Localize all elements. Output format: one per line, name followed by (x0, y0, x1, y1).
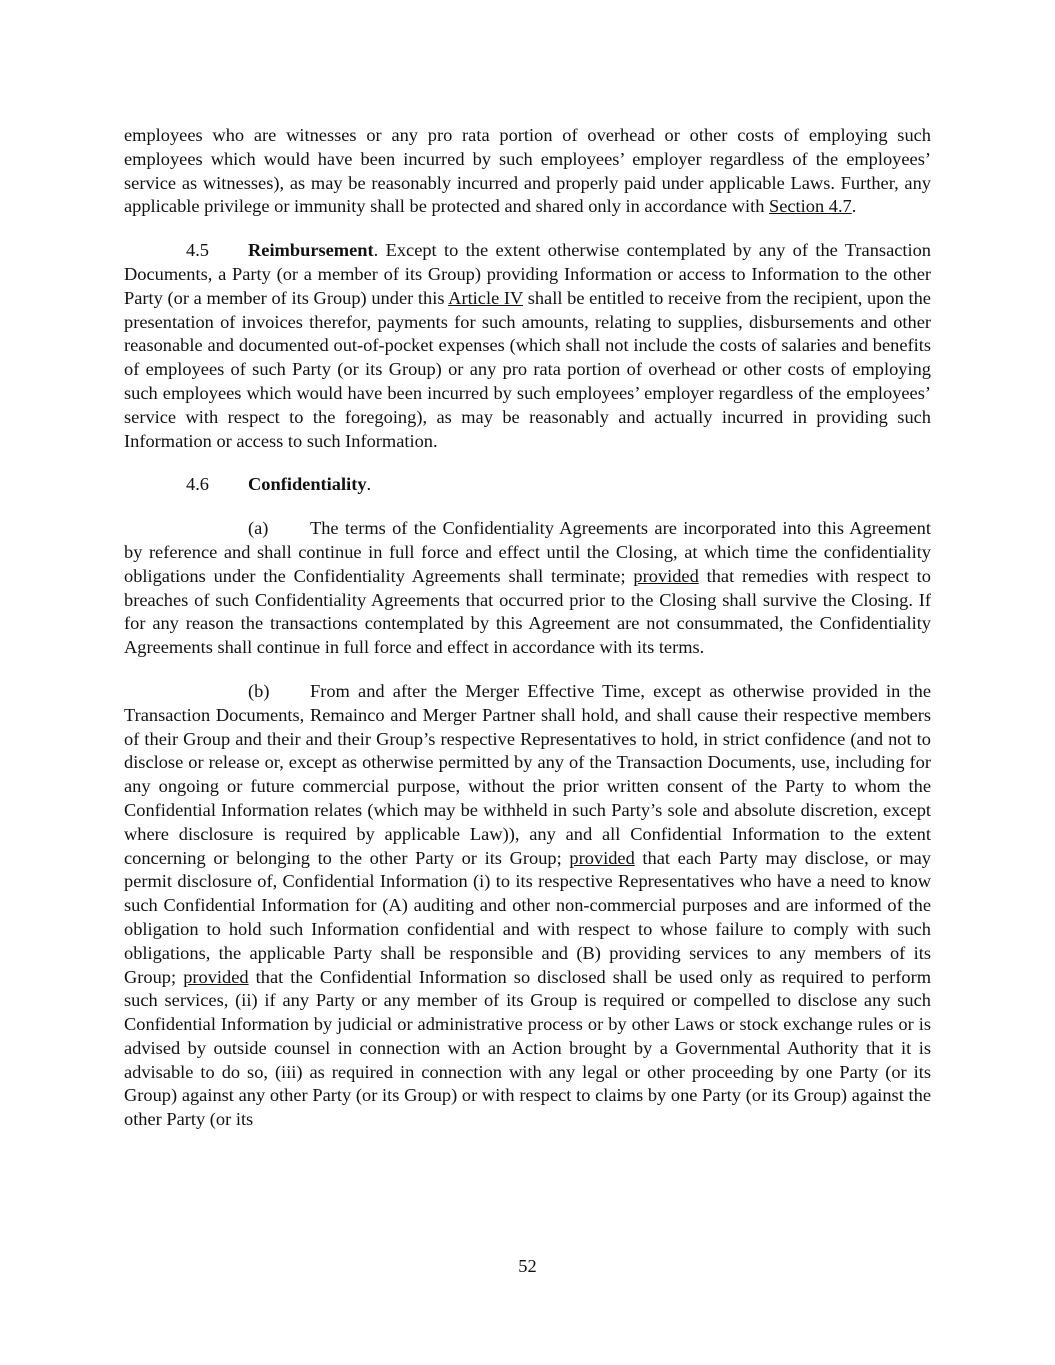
section-4-5: 4.5 Reimbursement. Except to the extent otherwise contemplated by any of the Transaction Documents, a Party (or a member of its Group) providing Information or access to Information to the other Party (or a member of its Group) under this Article IV shall be entitled to receive from the recipient, upon the presentation of invoices therefor, payments for such amounts, relating to supplies, disbursements and other reasonable and documented out-of-pocket expenses (which shall not include the costs of salaries and benefits of employees of such Party (or its Group) or any pro rata portion of overhead or other costs of employing such employees which would have been incurred by such employees’ employer regardless of the employees’ service with respect to the foregoing), as may be reasonably and actually incurred in providing such Information or access to such Information. (124, 240, 931, 451)
section-heading: Confidentiality (248, 474, 367, 495)
subsection-a: (a) The terms of the Confidentiality Agreements are incorporated into this Agreement by reference and shall continue in full force and effect until the Closing, at which time the confidentiality obligations under the Confidentiality Agreements shall terminate; provided that remedies with respect to breaches of such Confidentiality Agreements that occurred prior to the Closing shall survive the Closing. If for any reason the transactions contemplated by this Agreement are not consummated, the Confidentiality Agreements shall continue in full force and effect in accordance with its terms. (124, 518, 931, 658)
page-number: 52 (518, 1256, 537, 1276)
section-4-6: 4.6 Confidentiality. (124, 473, 931, 497)
section-number: 4.5 (186, 240, 209, 261)
subsection-label: (a) (248, 518, 269, 539)
provided-term: provided (183, 966, 249, 987)
provided-term: provided (569, 847, 635, 868)
subsection-label: (b) (248, 680, 270, 701)
section-number: 4.6 (186, 474, 209, 495)
article-iv-reference[interactable]: Article IV (448, 287, 523, 308)
section-4-7-reference[interactable]: Section 4.7 (768, 196, 852, 217)
section-heading: Reimbursement (248, 240, 374, 261)
provided-term: provided (633, 565, 699, 586)
paragraph-continuation: employees who are witnesses or any pro rata portion of overhead or other costs of employing such employees which would have been incurred by such employees’ employer regardless of the employees’ service as witnesses), as may be reasonably incurred and properly paid under applicable Laws. Further, any applicable privilege or immunity shall be protected and shared only in accordance with Section 4.7. (124, 125, 931, 217)
subsection-b: (b) From and after the Merger Effective Time, except as otherwise provided in the Transaction Documents, Remainco and Merger Partner shall hold, and shall cause their respective members of their Group and their and their Group’s respective Representatives to hold, in strict confidence (and not to disclose or release or, except as otherwise permitted by any of the Transaction Documents, use, including for any ongoing or future commercial purpose, without the prior written consent of the Party to whom the Confidential Information relates (which may be withheld in such Party’s sole and absolute discretion, except where disclosure is required by applicable Law)), any and all Confidential Information to the extent concerning or belonging to the other Party or its Group; provided that each Party may disclose, or may permit disclosure of, Confidential Information (i) to its respective Representatives who have a need to know such Confidential Information for (A) auditing and other non-commercial purposes and are informed of the obligation to hold such Information confidential and with respect to whose failure to comply with such obligations, the applicable Party shall be responsible and (B) providing services to any members of its Group; provided that the Confidential Information so disclosed shall be used only as required to perform such services, (ii) if any Party or any member of its Group is required or compelled to disclose any such Confidential Information by judicial or administrative process or by other Laws or stock exchange rules or is advised by outside counsel in connection with an Action brought by a Governmental Authority that it is advisable to do so, (iii) as required in connection with any legal or other proceeding by one Party (or its Group) against any other Party (or its Group) or with respect to claims by one Party (or its Group) against the other Party (or its (124, 680, 931, 1130)
page-body (124, 124, 931, 1152)
